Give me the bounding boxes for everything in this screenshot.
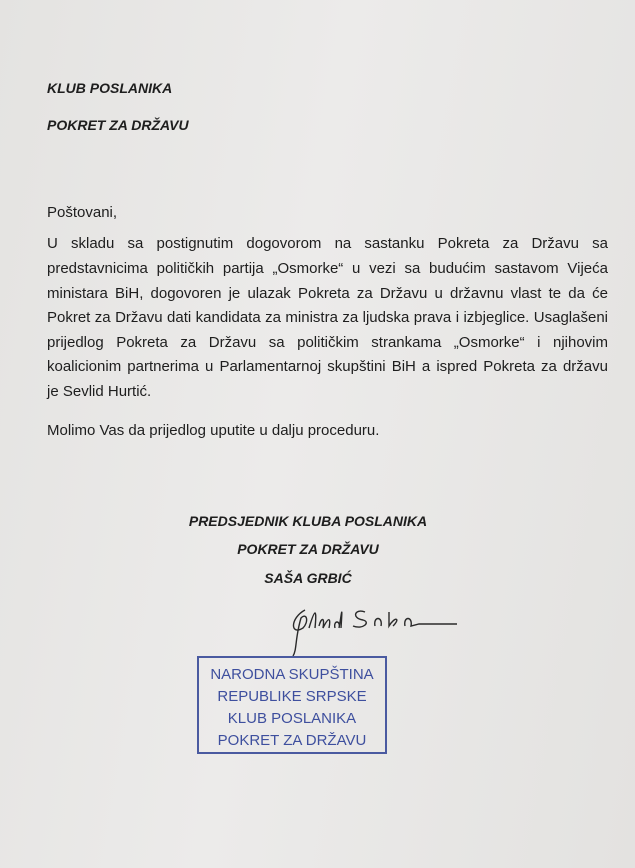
official-stamp [197,656,387,754]
paragraph-line: je Sevlid Hurtić. [47,383,152,400]
stamp-line: NARODNA SKUPŠTINA [210,666,374,683]
header-line-2: POKRET ZA DRŽAVU [47,117,189,133]
stamp-line: REPUBLIKE SRPSKE [217,688,367,705]
greeting: Poštovani, [47,204,118,221]
handwritten-signature [285,598,465,658]
stamp-line: POKRET ZA DRŽAVU [217,732,367,749]
signatory-name: SAŠA GRBIĆ [264,570,352,586]
signatory-title: PREDSJEDNIK KLUBA POSLANIKA [188,513,428,529]
paragraph-line: U skladu sa postignutim dogovorom na sastanku Pokreta za Državu sa [47,235,608,252]
paragraph-line: predstavnicima političkih partija „Osmorke“ u vezi sa budućim sastavom Vijeća [47,260,608,277]
signatory-org: POKRET ZA DRŽAVU [237,541,379,557]
paragraph-line: Pokret za Državu dati kandidata za ministra za ljudska prava i izbjeglice. Usaglašeni [47,309,608,326]
paragraph-line: prijedlog Pokreta za Državu sa političkim strankama „Osmorke“ i njihovim [47,334,608,351]
stamp-line: KLUB POSLANIKA [227,710,357,727]
paragraph-line: koalicionim partnerima u Parlamentarnoj skupštini BiH a ispred Pokreta za državu [47,358,608,375]
header-line-1: KLUB POSLANIKA [47,80,173,96]
closing-line: Molimo Vas da prijedlog uputite u dalju proceduru. [47,422,380,439]
paragraph-line: ministara BiH, dogovoren je ulazak Pokreta za Državu u državnu vlast te da će [47,285,608,302]
